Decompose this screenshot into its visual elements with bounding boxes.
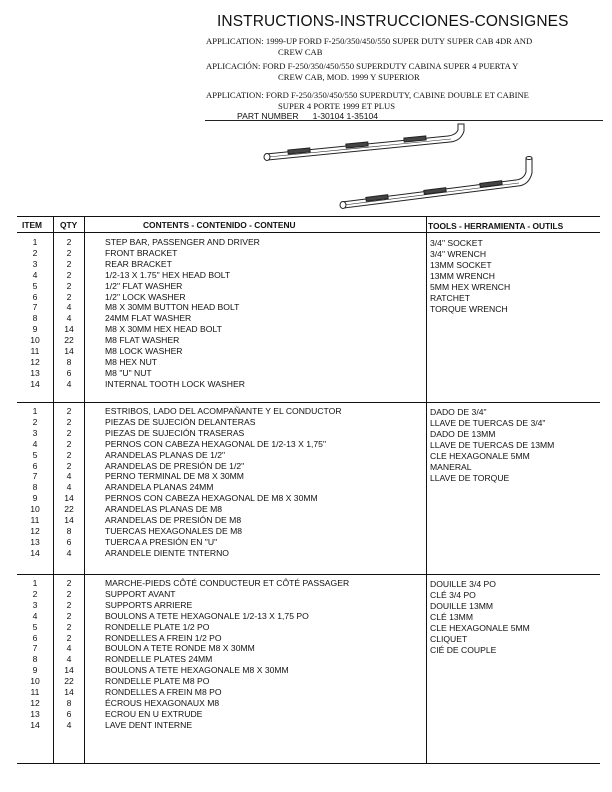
tools-list xyxy=(430,579,530,656)
qty-cell: 2 xyxy=(66,269,72,280)
qty-cell: 8 xyxy=(66,356,72,367)
qty-cell: 6 xyxy=(66,708,72,719)
qty-cell: 22 xyxy=(64,504,74,515)
qty-cell: 8 xyxy=(66,525,72,536)
item-cell: 5 xyxy=(32,280,38,291)
description-cell: BOULONS A TETE HEXAGONALE M8 X 30MM xyxy=(105,665,289,676)
table-row xyxy=(17,548,600,559)
item-cell: 3 xyxy=(32,599,38,610)
tool-item: DADO DE 3/4" xyxy=(430,407,487,417)
table-row xyxy=(17,537,600,548)
header-qty: QTY xyxy=(60,220,78,230)
description-cell: M8 X 30MM BUTTON HEAD BOLT xyxy=(105,302,240,313)
header-contents: CONTENTS - CONTENIDO - CONTENU xyxy=(143,220,296,230)
description-cell: M8 X 30MM HEX HEAD BOLT xyxy=(105,324,222,335)
table-bottom-rule xyxy=(17,763,600,764)
application-line-2: CREW CAB xyxy=(278,46,323,57)
description-cell: M8 LOCK WASHER xyxy=(105,346,183,356)
item-cell: 2 xyxy=(32,416,38,427)
tool-item: TORQUE WRENCH xyxy=(430,304,508,314)
qty-cell: 2 xyxy=(66,247,72,258)
application-spanish xyxy=(206,61,604,82)
qty-cell: 14 xyxy=(64,665,74,676)
item-cell: 14 xyxy=(30,378,40,389)
tool-item: CIÉ DE COUPLE xyxy=(430,645,497,655)
description-cell: MARCHE-PIEDS CÔTÉ CONDUCTEUR ET CÔTÉ PASSAGER xyxy=(105,578,350,588)
qty-cell: 14 xyxy=(64,324,74,335)
description-cell: ÉCROUS HEXAGONAUX M8 xyxy=(105,697,220,708)
item-cell: 3 xyxy=(32,258,38,269)
qty-cell: 2 xyxy=(66,237,72,247)
description-cell: ESTRIBOS, LADO DEL ACOMPAÑANTE Y EL CONDUCTOR xyxy=(105,406,342,416)
description-cell: ARANDELAS PLANAS DE 1/2" xyxy=(105,449,226,460)
tools-list xyxy=(430,238,510,315)
item-cell: 6 xyxy=(32,291,38,302)
qty-cell: 14 xyxy=(64,346,74,356)
table-row xyxy=(17,346,600,357)
tool-item: CLÉ 13MM xyxy=(430,612,473,622)
description-cell: SUPPORT AVANT xyxy=(105,588,176,599)
description-cell: M8 "U" NUT xyxy=(105,367,152,378)
qty-cell: 6 xyxy=(66,367,72,378)
description-cell: 24MM FLAT WASHER xyxy=(105,313,192,324)
description-cell: ARANDELA PLANAS 24MM xyxy=(105,482,214,493)
header-tools: TOOLS - HERRAMIENTA - OUTILS xyxy=(428,221,564,231)
qty-cell: 2 xyxy=(66,610,72,621)
tool-item: DOUILLE 13MM xyxy=(430,601,494,611)
item-cell: 1 xyxy=(32,237,38,247)
item-cell: 14 xyxy=(30,719,40,730)
table-row xyxy=(17,259,600,270)
item-cell: 9 xyxy=(32,493,38,504)
qty-cell: 14 xyxy=(64,515,74,525)
description-cell: 1/2" FLAT WASHER xyxy=(105,280,183,291)
step-bars-illustration xyxy=(258,122,598,214)
tool-item: LLAVE DE TORQUE xyxy=(430,473,510,483)
tool-item: CLIQUET xyxy=(430,634,468,644)
qty-cell: 2 xyxy=(66,460,72,471)
description-cell: INTERNAL TOOTH LOCK WASHER xyxy=(105,378,245,389)
item-cell: 10 xyxy=(30,676,40,687)
description-cell: PERNOS CON CABEZA HEXAGONAL DE 1/2-13 X 1,75" xyxy=(105,438,326,449)
header-item: ITEM xyxy=(22,220,43,230)
description-cell: RONDELLE PLATE M8 PO xyxy=(105,676,210,687)
qty-cell: 14 xyxy=(64,493,74,504)
table-row xyxy=(17,687,600,698)
qty-cell: 2 xyxy=(66,406,72,416)
description-cell: PIEZAS DE SUJECIÓN TRASERAS xyxy=(105,427,245,438)
table-row xyxy=(17,698,600,709)
tool-item: LLAVE DE TUERCAS DE 3/4" xyxy=(430,418,546,428)
qty-cell: 4 xyxy=(66,302,72,313)
table-row xyxy=(17,493,600,504)
table-row xyxy=(17,292,600,303)
description-cell: PERNOS CON CABEZA HEXAGONAL DE M8 X 30MM xyxy=(105,493,318,504)
item-cell: 11 xyxy=(30,515,40,525)
application-line-2: SUPER 4 PORTE 1999 ET PLUS xyxy=(278,100,396,111)
document-title: INSTRUCTIONS-INSTRUCCIONES-CONSIGNES xyxy=(217,13,569,30)
table-row xyxy=(17,676,600,687)
description-cell: ARANDELE DIENTE TNTERNO xyxy=(105,547,229,558)
item-cell: 4 xyxy=(32,438,38,449)
qty-cell: 4 xyxy=(66,654,72,665)
item-cell: 6 xyxy=(32,632,38,643)
application-line-1: APPLICATION: FORD F-250/350/450/550 SUPERDUTY, CABINE DOUBLE ET CABINE xyxy=(206,90,529,100)
description-cell: 1/2-13 X 1.75" HEX HEAD BOLT xyxy=(105,269,231,280)
item-cell: 14 xyxy=(30,547,40,558)
description-cell: M8 FLAT WASHER xyxy=(105,335,180,346)
tool-item: DOUILLE 3/4 PO xyxy=(430,579,496,589)
item-cell: 3 xyxy=(32,427,38,438)
description-cell: TUERCA A PRESIÓN EN "U" xyxy=(105,536,218,547)
table-top-rule xyxy=(17,216,600,217)
item-cell: 1 xyxy=(32,406,38,416)
table-row xyxy=(17,324,600,335)
table-row xyxy=(17,720,600,731)
item-cell: 11 xyxy=(30,687,40,697)
table-row xyxy=(17,281,600,292)
table-row xyxy=(17,368,600,379)
tool-item: CLE HEXAGONALE 5MM xyxy=(430,451,530,461)
item-cell: 13 xyxy=(30,367,40,378)
step-bar-upper xyxy=(264,124,464,161)
table-row xyxy=(17,379,600,390)
table-row xyxy=(17,665,600,676)
tool-item: 3/4" WRENCH xyxy=(430,249,487,259)
table-row xyxy=(17,302,600,313)
description-cell: STEP BAR, PASSENGER AND DRIVER xyxy=(105,237,260,247)
tools-list xyxy=(430,407,554,484)
description-cell: PIEZAS DE SUJECIÓN DELANTERAS xyxy=(105,416,256,427)
application-english xyxy=(206,36,604,57)
tool-item: 13MM WRENCH xyxy=(430,271,495,281)
description-cell: M8 HEX NUT xyxy=(105,356,158,367)
qty-cell: 2 xyxy=(66,280,72,291)
description-cell: ARANDELAS DE PRESIÓN DE M8 xyxy=(105,515,242,525)
qty-cell: 22 xyxy=(64,676,74,687)
description-cell: 1/2" LOCK WASHER xyxy=(105,291,186,302)
qty-cell: 2 xyxy=(66,599,72,610)
section-divider xyxy=(17,574,600,575)
qty-cell: 2 xyxy=(66,588,72,599)
qty-cell: 6 xyxy=(66,536,72,547)
item-cell: 13 xyxy=(30,708,40,719)
description-cell: RONDELLE PLATE 1/2 PO xyxy=(105,621,210,632)
item-cell: 4 xyxy=(32,269,38,280)
tool-item: CLÉ 3/4 PO xyxy=(430,590,476,600)
application-french xyxy=(206,90,604,111)
tool-item: LLAVE DE TUERCAS DE 13MM xyxy=(430,440,555,450)
qty-cell: 2 xyxy=(66,438,72,449)
table-row xyxy=(17,504,600,515)
qty-cell: 2 xyxy=(66,621,72,632)
qty-cell: 2 xyxy=(66,632,72,643)
item-cell: 7 xyxy=(32,643,38,654)
description-cell: ARANDELAS PLANAS DE M8 xyxy=(105,504,223,515)
description-cell: FRONT BRACKET xyxy=(105,247,178,258)
item-cell: 8 xyxy=(32,654,38,665)
qty-cell: 4 xyxy=(66,547,72,558)
qty-cell: 4 xyxy=(66,643,72,654)
description-cell: RONDELLES A FREIN 1/2 PO xyxy=(105,632,222,643)
item-cell: 12 xyxy=(30,356,40,367)
qty-cell: 22 xyxy=(64,335,74,346)
description-cell: BOULONS A TETE HEXAGONALE 1/2-13 X 1,75 PO xyxy=(105,610,309,621)
item-cell: 12 xyxy=(30,697,40,708)
item-cell: 9 xyxy=(32,665,38,676)
qty-cell: 2 xyxy=(66,258,72,269)
description-cell: PERNO TERMINAL DE M8 X 30MM xyxy=(105,471,244,482)
tool-item: 13MM SOCKET xyxy=(430,260,492,270)
qty-cell: 4 xyxy=(66,313,72,324)
tool-item: RATCHET xyxy=(430,293,470,303)
qty-cell: 4 xyxy=(66,471,72,482)
table-row xyxy=(17,248,600,259)
table-row xyxy=(17,335,600,346)
item-cell: 7 xyxy=(32,302,38,313)
part-number-label: PART NUMBER xyxy=(237,111,299,121)
step-bar-lower xyxy=(340,157,532,209)
table-row xyxy=(17,357,600,368)
part-number xyxy=(237,111,378,121)
table-row xyxy=(17,237,600,248)
parts-table xyxy=(17,216,600,764)
item-cell: 1 xyxy=(32,578,38,588)
item-cell: 12 xyxy=(30,525,40,536)
description-cell: ECROU EN U EXTRUDE xyxy=(105,708,203,719)
item-cell: 8 xyxy=(32,482,38,493)
tool-item: 5MM HEX WRENCH xyxy=(430,282,511,292)
item-cell: 6 xyxy=(32,460,38,471)
part-number-values: 1-30104 1-35104 xyxy=(312,111,379,121)
qty-cell: 14 xyxy=(64,687,74,697)
description-cell: SUPPORTS ARRIERE xyxy=(105,599,193,610)
qty-cell: 2 xyxy=(66,427,72,438)
item-cell: 5 xyxy=(32,621,38,632)
table-row xyxy=(17,709,600,720)
qty-cell: 4 xyxy=(66,378,72,389)
section-divider xyxy=(17,402,600,403)
table-row xyxy=(17,313,600,324)
item-cell: 2 xyxy=(32,247,38,258)
description-cell: BOULON A TETE RONDE M8 X 30MM xyxy=(105,643,255,654)
item-cell: 10 xyxy=(30,335,40,346)
description-cell: RONDELLE PLATES 24MM xyxy=(105,654,213,665)
description-cell: ARANDELAS DE PRESIÓN DE 1/2" xyxy=(105,460,245,471)
qty-cell: 4 xyxy=(66,482,72,493)
table-row xyxy=(17,270,600,281)
item-cell: 2 xyxy=(32,588,38,599)
description-cell: REAR BRACKET xyxy=(105,258,172,269)
item-cell: 13 xyxy=(30,536,40,547)
description-cell: TUERCAS HEXAGONALES DE M8 xyxy=(105,525,243,536)
application-line-1: APLICACIÓN: FORD F-250/350/450/550 SUPERDUTY CABINA SUPER 4 PUERTA Y xyxy=(206,61,519,71)
tool-item: MANERAL xyxy=(430,462,472,472)
description-cell: RONDELLES A FREIN M8 PO xyxy=(105,687,222,697)
qty-cell: 4 xyxy=(66,719,72,730)
tool-item: CLE HEXAGONALE 5MM xyxy=(430,623,530,633)
table-row xyxy=(17,515,600,526)
item-cell: 11 xyxy=(30,346,40,356)
item-cell: 9 xyxy=(32,324,38,335)
qty-cell: 2 xyxy=(66,449,72,460)
application-line-1: APPLICATION: 1999-UP FORD F-250/350/450/550 SUPER DUTY SUPER CAB 4DR AND xyxy=(206,36,533,46)
item-cell: 8 xyxy=(32,313,38,324)
qty-cell: 8 xyxy=(66,697,72,708)
item-cell: 7 xyxy=(32,471,38,482)
tool-item: 3/4" SOCKET xyxy=(430,238,483,248)
description-cell: LAVE DENT INTERNE xyxy=(105,719,193,730)
item-cell: 10 xyxy=(30,504,40,515)
item-cell: 5 xyxy=(32,449,38,460)
qty-cell: 2 xyxy=(66,416,72,427)
qty-cell: 2 xyxy=(66,578,72,588)
application-line-2: CREW CAB, MOD. 1999 Y SUPERIOR xyxy=(278,71,420,82)
tool-item: DADO DE 13MM xyxy=(430,429,496,439)
item-cell: 4 xyxy=(32,610,38,621)
table-header-rule xyxy=(17,232,600,233)
qty-cell: 2 xyxy=(66,291,72,302)
table-row xyxy=(17,526,600,537)
